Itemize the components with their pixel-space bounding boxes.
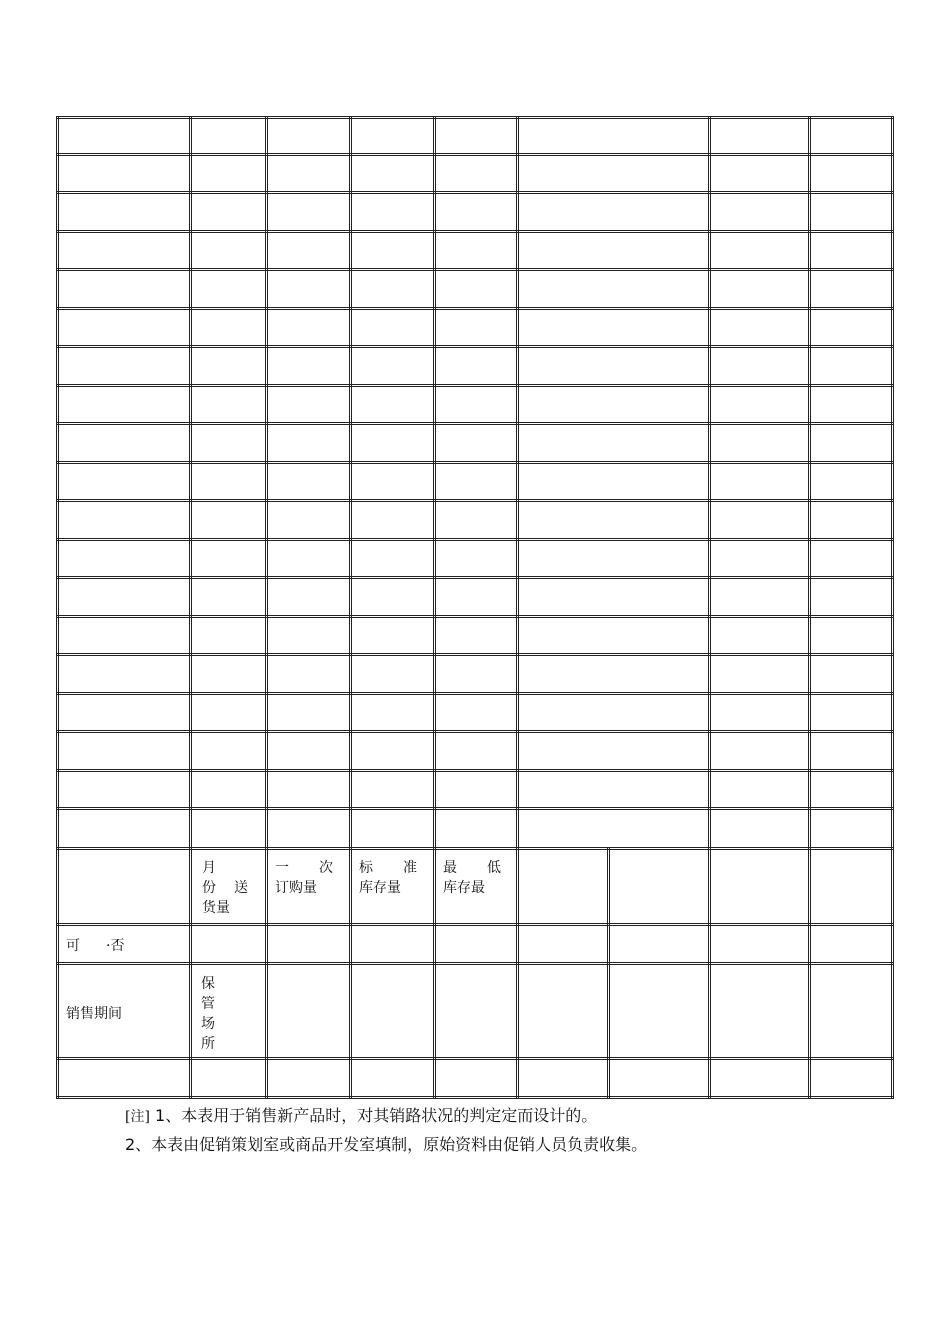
- monthly-delivery-line3: 货量: [202, 900, 230, 916]
- sales-period-label: 销售期间: [66, 1006, 122, 1022]
- grid-column-line: [808, 116, 811, 1099]
- order-qty-header: [275, 858, 333, 898]
- grid-row-line: [56, 153, 894, 156]
- storage-place-char: 所: [201, 1036, 215, 1052]
- grid-column-line: [516, 116, 519, 1099]
- grid-column-line: [433, 116, 436, 1099]
- grid-row-line: [56, 653, 894, 656]
- grid-row-line: [56, 1096, 894, 1099]
- grid-row-line: [56, 730, 894, 733]
- grid-row-line: [56, 268, 894, 271]
- min-stock-line2: 库存最: [443, 880, 485, 896]
- grid-column-line: [56, 116, 59, 1099]
- grid-row-line: [56, 384, 894, 387]
- grid-column-line: [349, 116, 352, 1099]
- storage-place-label: [201, 974, 215, 1054]
- form-notes: [125, 1102, 647, 1159]
- grid-row-line: [56, 923, 894, 926]
- grid-row-line: [56, 692, 894, 695]
- monthly-delivery-line1: 月: [202, 860, 216, 876]
- storage-place-char: 保: [201, 976, 215, 992]
- not-label: ·否: [106, 938, 125, 954]
- order-qty-line2: 订购量: [275, 880, 317, 896]
- order-qty-line1: 一 次: [275, 860, 333, 876]
- grid-column-line: [891, 116, 894, 1099]
- note-line-2: [125, 1131, 647, 1159]
- grid-row-line: [56, 116, 894, 119]
- grid-row-line: [56, 769, 894, 772]
- min-stock-header: [443, 858, 501, 898]
- grid-row-line: [56, 499, 894, 502]
- note-2-text: 2、本表由促销策划室或商品开发室填制，原始资料由促销人员负责收集。: [125, 1135, 648, 1154]
- standard-stock-line2: 库存量: [359, 880, 401, 896]
- possible-label: 可: [66, 938, 80, 954]
- grid-row-line: [56, 230, 894, 233]
- note-marker: [注]: [125, 1109, 150, 1125]
- standard-stock-line1: 标 准: [359, 860, 417, 876]
- storage-place-char: 管: [201, 996, 215, 1012]
- grid-column-line: [265, 116, 268, 1099]
- standard-stock-header: [359, 858, 417, 898]
- storage-place-char: 场: [201, 1016, 215, 1032]
- grid-row-line: [56, 345, 894, 348]
- grid-row-line: [56, 576, 894, 579]
- grid-row-line: [56, 1057, 894, 1060]
- note-1-text: 1、本表用于销售新产品时，对其销路状况的判定定而设计的。: [155, 1106, 598, 1125]
- grid-row-line: [56, 538, 894, 541]
- grid-row-line: [56, 422, 894, 425]
- grid-column-line: [708, 116, 711, 1099]
- product-sales-evaluation-form: [56, 116, 894, 1099]
- grid-row-line: [56, 191, 894, 194]
- monthly-delivery-line2: 份 送: [202, 880, 248, 896]
- grid-column-line: [607, 847, 610, 1099]
- grid-column-line: [189, 116, 192, 1099]
- grid-row-line: [56, 962, 894, 965]
- min-stock-line1: 最 低: [443, 860, 501, 876]
- grid-row-line: [56, 461, 894, 464]
- grid-row-line: [56, 847, 894, 850]
- grid-row-line: [56, 615, 894, 618]
- note-line-1: [125, 1102, 647, 1131]
- grid-row-line: [56, 807, 894, 810]
- monthly-delivery-header: [202, 858, 248, 918]
- grid-row-line: [56, 307, 894, 310]
